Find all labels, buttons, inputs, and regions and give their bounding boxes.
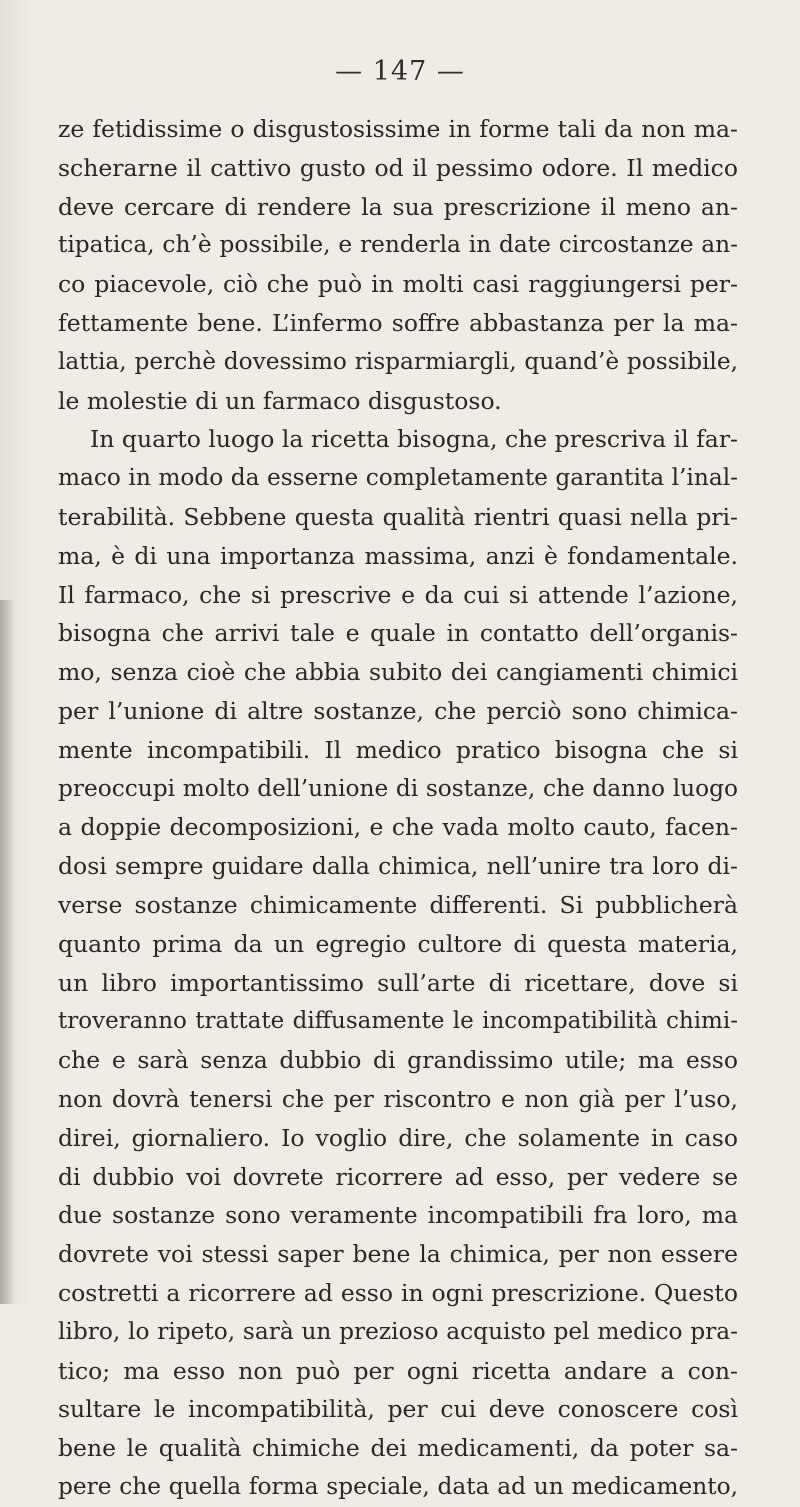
text-line: fettamente bene. L’infermo soffre abbastanza per la ma- <box>58 308 738 337</box>
text-line: Il farmaco, che si prescrive e da cui si attende l’azione, <box>58 580 738 609</box>
text-line: tipatica, ch’è possibile, e renderla in date circostanze an- <box>58 231 738 259</box>
text-line: libro, lo ripeto, sarà un prezioso acquisto pel medico pra- <box>58 1317 738 1345</box>
text-line: troveranno trattate diffusamente le incompatibilità chimi- <box>58 1008 738 1035</box>
text-line: a doppie decomposizioni, e che vada molto cauto, facen- <box>58 813 738 842</box>
text-line: lattia, perchè dovessimo risparmiargli, quand’è possibile, <box>58 347 738 375</box>
text-line: mo, senza cioè che abbia subito dei cangiamenti chimici <box>58 658 738 687</box>
text-line: per l’unione di altre sostanze, che perciò sono chimica- <box>58 696 738 725</box>
text-line: scherarne il cattivo gusto od il pessimo odore. Il medico <box>58 153 738 182</box>
text-line: sultare le incompatibilità, per cui deve conoscere così <box>58 1395 738 1424</box>
text-line: bene le qualità chimiche dei medicamenti, da poter sa- <box>58 1434 738 1463</box>
text-line: dovrete voi stessi saper bene la chimica, per non essere <box>58 1240 738 1269</box>
page-number: — 147 — <box>335 56 465 87</box>
text-line: bisogna che arrivi tale e quale in contatto dell’organis- <box>58 619 738 648</box>
text-line: costretti a ricorrere ad esso in ogni prescrizione. Questo <box>58 1278 738 1307</box>
text-line: dosi sempre guidare dalla chimica, nell’unire tra loro di- <box>58 852 738 881</box>
text-line: ma, è di una importanza massima, anzi è fondamentale. <box>58 541 738 570</box>
text-line: le molestie di un farmaco disgustoso. <box>58 386 502 415</box>
text-line: quanto prima da un egregio cultore di questa materia, <box>58 929 738 958</box>
text-line: verse sostanze chimicamente differenti. Si pubblicherà <box>58 890 738 919</box>
text-line: direi, giornaliero. Io voglio dire, che solamente in caso <box>58 1123 738 1152</box>
text-line: tico; ma esso non può per ogni ricetta andare a con- <box>58 1356 738 1385</box>
text-line: non dovrà tenersi che per riscontro e non già per l’uso, <box>58 1084 738 1113</box>
text-line: mente incompatibili. Il medico pratico bisogna che si <box>58 735 738 764</box>
page-edge-shadow <box>0 600 16 1304</box>
text-line: ze fetidissime o disgustosissime in forme tali da non ma- <box>58 115 738 143</box>
text-line: due sostanze sono veramente incompatibili fra loro, ma <box>58 1201 738 1230</box>
text-line: In quarto luogo la ricetta bisogna, che prescriva il far- <box>90 425 738 454</box>
text-line: pere che quella forma speciale, data ad un medicamento, <box>58 1472 738 1500</box>
body-text <box>58 110 738 1507</box>
text-line: preoccupi molto dell’unione di sostanze, che danno luogo <box>58 774 738 802</box>
text-line: co piacevole, ciò che può in molti casi raggiungersi per- <box>58 270 738 299</box>
text-line: deve cercare di rendere la sua prescrizione il meno an- <box>58 192 738 221</box>
text-line: che e sarà senza dubbio di grandissimo utile; ma esso <box>58 1046 738 1075</box>
text-line: terabilità. Sebbene questa qualità rientri quasi nella pri- <box>58 502 738 531</box>
text-line: di dubbio voi dovrete ricorrere ad esso, per vedere se <box>58 1162 738 1191</box>
text-line: maco in modo da esserne completamente garantita l’inal- <box>58 464 738 492</box>
text-line: un libro importantissimo sull’arte di ricettare, dove si <box>58 968 738 997</box>
